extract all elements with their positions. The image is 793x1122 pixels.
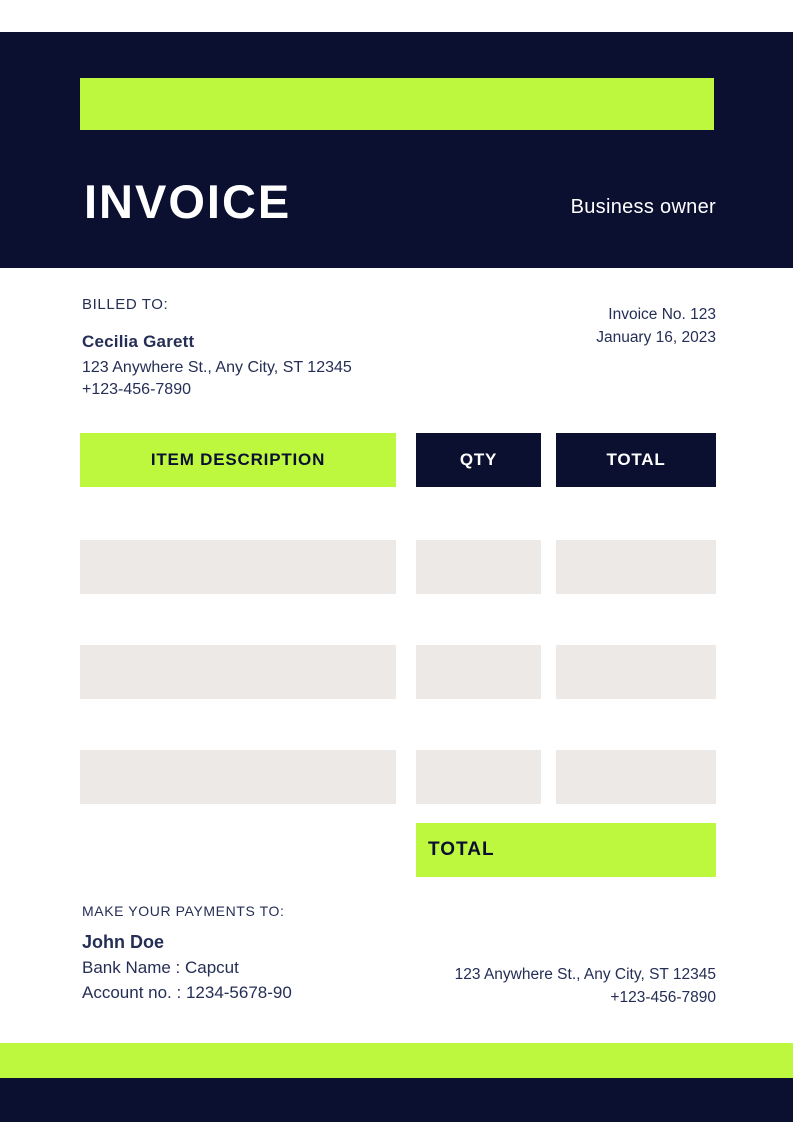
- grand-total-bar: TOTAL: [416, 823, 716, 877]
- table-row-2-description: [80, 645, 396, 699]
- billed-to-label: BILLED TO:: [82, 296, 169, 313]
- table-row-3-total: [556, 750, 716, 804]
- payments-account: Account no. : 1234-5678-90: [82, 983, 292, 1002]
- footer-accent-bar: [0, 1043, 793, 1078]
- invoice-meta: [596, 303, 716, 349]
- table-header-total: TOTAL: [556, 433, 716, 487]
- invoice-number: Invoice No. 123: [608, 306, 716, 323]
- header-accent-bar: [80, 78, 714, 130]
- table-row-1-total: [556, 540, 716, 594]
- footer-contact-phone: +123-456-7890: [610, 989, 716, 1006]
- table-header-qty: QTY: [416, 433, 541, 487]
- invoice-date: January 16, 2023: [596, 329, 716, 346]
- table-row-2-total: [556, 645, 716, 699]
- header-band: [0, 32, 793, 268]
- table-row-1-description: [80, 540, 396, 594]
- table-row-2-qty: [416, 645, 541, 699]
- billed-to-address: 123 Anywhere St., Any City, ST 12345: [82, 359, 352, 376]
- table-row-3-description: [80, 750, 396, 804]
- business-owner-label: Business owner: [570, 196, 716, 218]
- footer-contact-address: 123 Anywhere St., Any City, ST 12345: [454, 966, 716, 983]
- payments-payee: John Doe: [82, 932, 165, 952]
- page-title: INVOICE: [84, 175, 292, 228]
- table-row-1-qty: [416, 540, 541, 594]
- footer-band: [0, 1078, 793, 1122]
- billed-to-phone: +123-456-7890: [82, 381, 191, 398]
- payments-bank: Bank Name : Capcut: [82, 958, 239, 977]
- table-row-3-qty: [416, 750, 541, 804]
- billed-to-name: Cecilia Garett: [82, 332, 195, 351]
- table-header-item-description: ITEM DESCRIPTION: [80, 433, 396, 487]
- payments-label: MAKE YOUR PAYMENTS TO:: [82, 903, 285, 919]
- footer-contact: [455, 963, 716, 1009]
